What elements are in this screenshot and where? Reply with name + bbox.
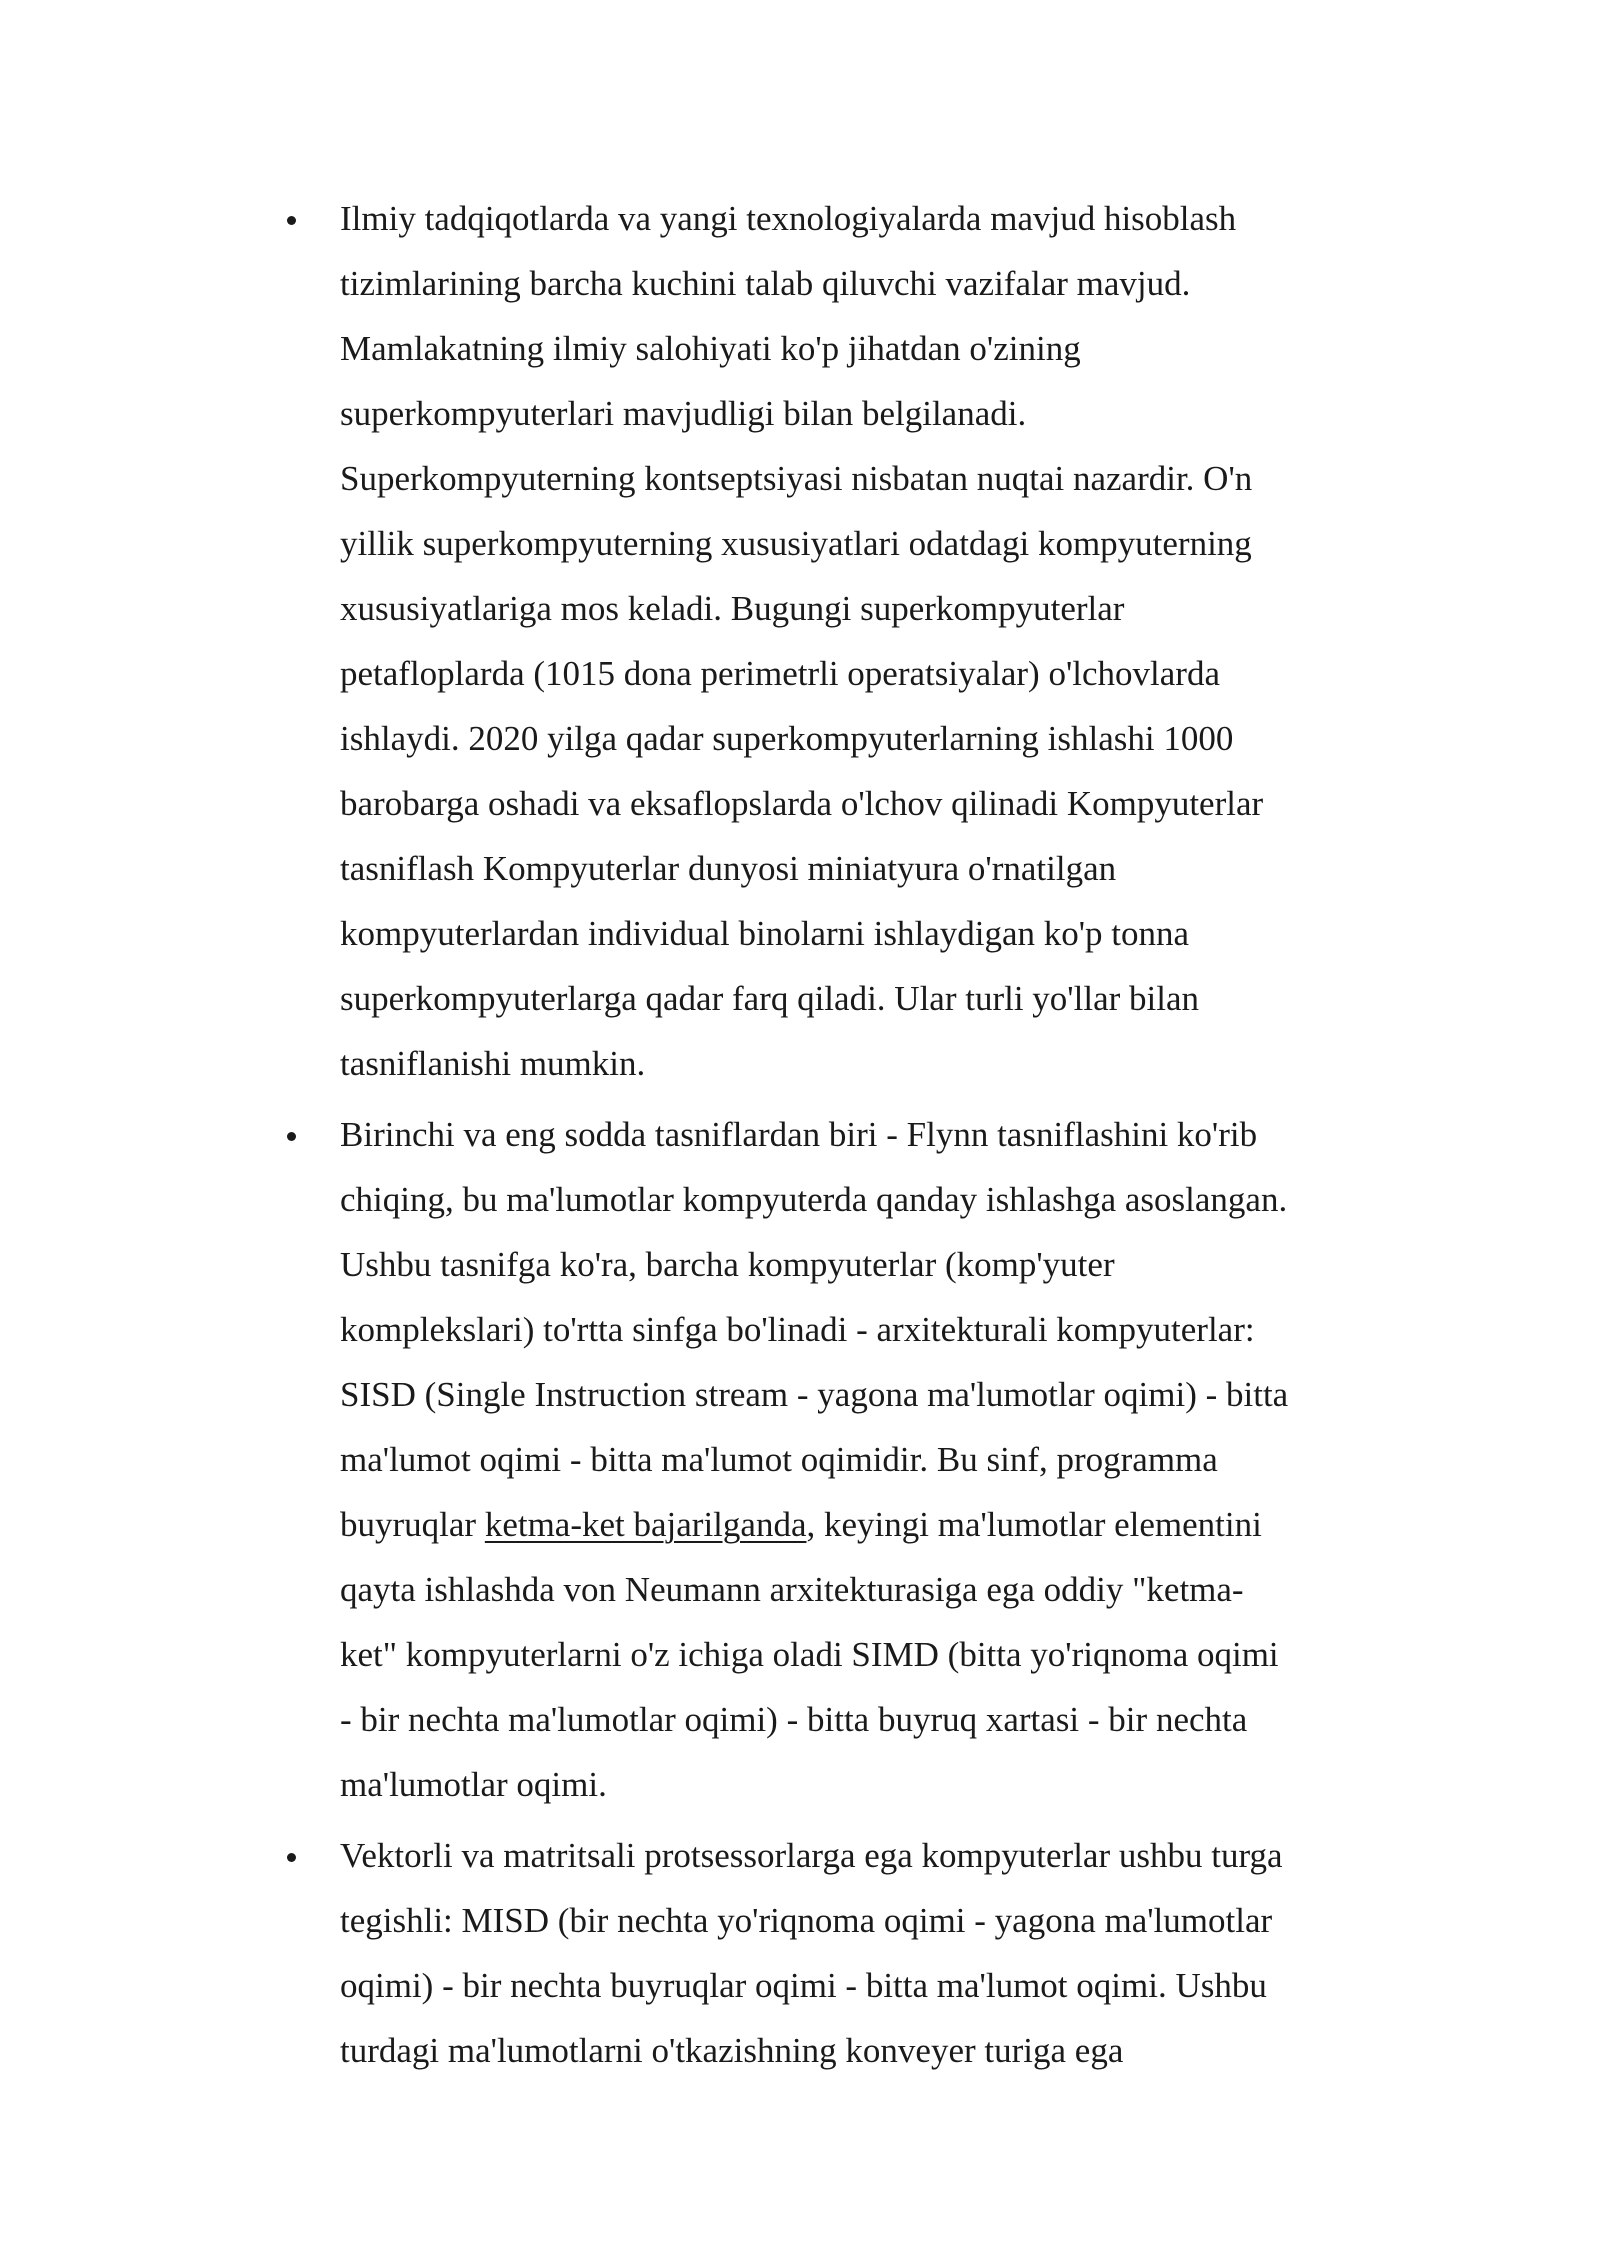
paragraph-flynn-classification bbox=[340, 1102, 1400, 1817]
list-item bbox=[284, 1823, 1400, 2083]
paragraph-superkompyuter-intro: Ilmiy tadqiqotlarda va yangi texnologiyalarda mavjud hisoblash tizimlarining barcha kuchini talab qiluvchi vazifalar mavjud. Mamlakatning ilmiy salohiyati ko'p jihatdan o'zining superkompyuterlari mavjudligi bilan belgilanadi. Superkompyuterning kontseptsiyasi nisbatan nuqtai nazardir. O'n yillik superkompyuterning xususiyatlari odatdagi kompyuterning xususiyatlariga mos keladi. Bugungi superkompyuterlar petafloplarda (1015 dona perimetrli operatsiyalar) o'lchovlarda ishlaydi. 2020 yilga qadar superkompyuterlarning ishlashi 1000 barobarga oshadi va eksaflopslarda o'lchov qilinadi Kompyuterlar tasniflash Kompyuterlar dunyosi miniatyura o'rnatilgan kompyuterlardan individual binolarni ishlaydigan ko'p tonna superkompyuterlarga qadar farq qiladi. Ular turli yo'llar bilan tasniflanishi mumkin. bbox=[340, 199, 1264, 1083]
paragraph-vektorli-misd: Vektorli va matritsali protsessorlarga ega kompyuterlar ushbu turga tegishli: MISD (bir nechta yo'riqnoma oqimi - yagona ma'lumotlar oqimi) - bir nechta buyruqlar oqimi - bitta ma'lumot oqimi. Ushbu turdagi ma'lumotlarni o'tkazishning konveyer turiga ega bbox=[340, 1836, 1283, 2070]
bullet-icon bbox=[287, 1132, 296, 1141]
bullet-icon bbox=[287, 1853, 296, 1862]
bullet-list bbox=[284, 186, 1400, 2083]
ketma-ket-link[interactable]: ketma-ket bajarilganda bbox=[484, 1505, 807, 1544]
paragraph-text-after-link: , keyingi ma'lumotlar elementini qayta ishlashda von Neumann arxitekturasiga ega oddiy "ketma- ket" kompyuterlarni o'z ichiga oladi SIMD (bitta yo'riqnoma oqimi - bir nechta ma'lumotlar oqimi) - bitta buyruq xartasi - bir nechta ma'lumotlar oqimi. bbox=[340, 1505, 1279, 1804]
list-item bbox=[284, 186, 1400, 1096]
list-item bbox=[284, 1102, 1400, 1817]
paragraph-text-before-link: Birinchi va eng sodda tasniflardan biri - Flynn tasniflashini ko'rib chiqing, bu ma'lumotlar kompyuterda qanday ishlashga asoslangan. Ushbu tasnifga ko'ra, barcha kompyuterlar (komp'yuter komplekslari) to'rtta sinfga bo'linadi - arxitekturali kompyuterlar: SISD (Single Instruction stream - yagona ma'lumotlar oqimi) - bitta ma'lumot oqimi - bitta ma'lumot oqimidir. Bu sinf, programma buyruqlar bbox=[340, 1115, 1289, 1544]
document-body bbox=[284, 186, 1400, 2089]
bullet-icon bbox=[287, 216, 296, 225]
